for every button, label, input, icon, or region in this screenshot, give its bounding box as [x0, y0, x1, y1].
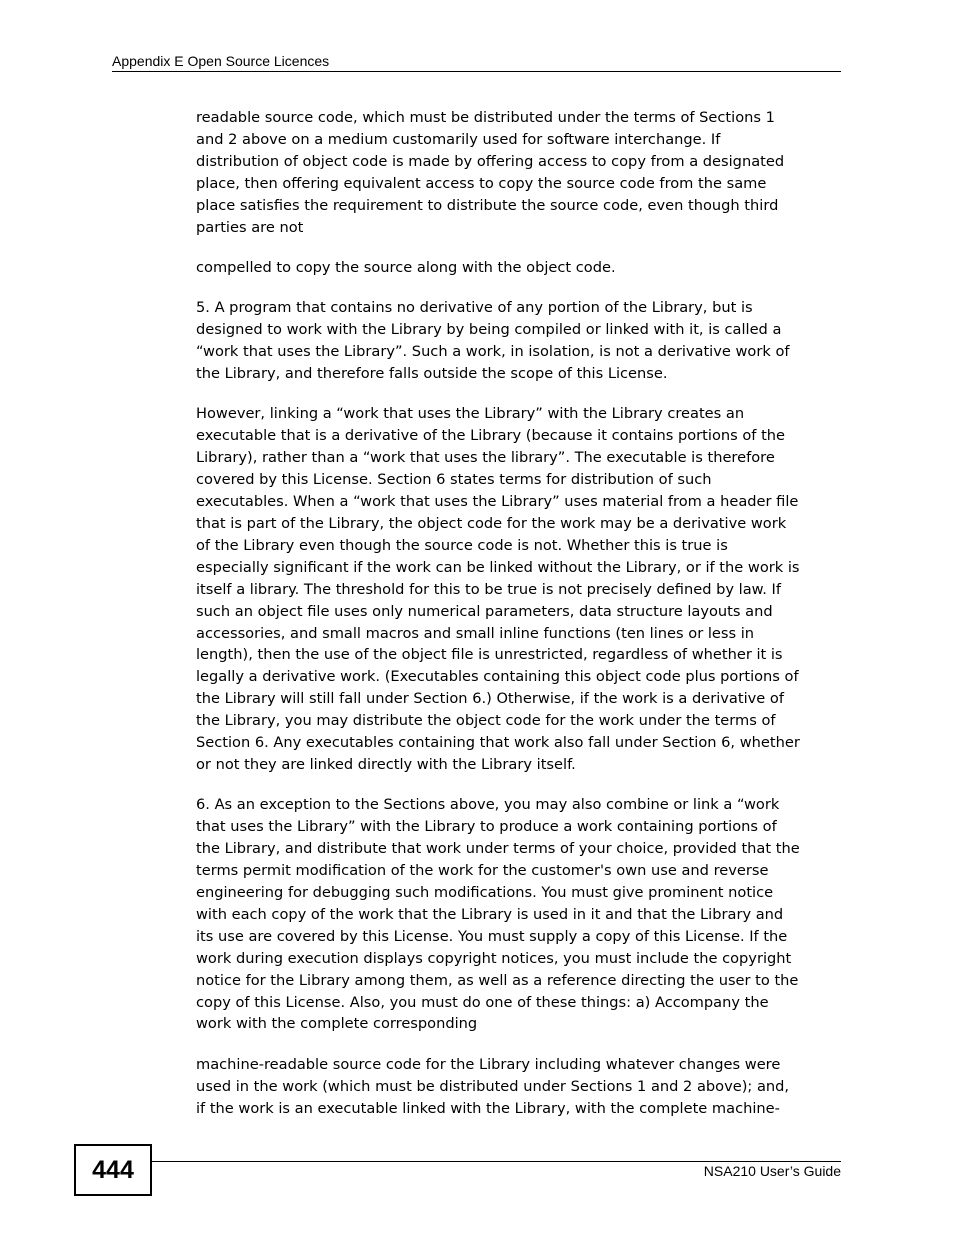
text-line: such an object file uses only numerical parameters, data structure layouts and	[196, 602, 773, 620]
text-line: readable source code, which must be distributed under the terms of Sections 1	[196, 109, 775, 126]
text-line: notice for the Library among them, as well as a reference directing the user to the	[196, 971, 799, 989]
text-line: used in the work (which must be distributed under Sections 1 and 2 above); and,	[196, 1077, 790, 1095]
text-line: and 2 above on a medium customarily used for software interchange. If	[196, 130, 721, 148]
text-line: itself a library. The threshold for this to be true is not precisely defined by law. If	[196, 580, 781, 598]
text-line: compelled to copy the source along with the object code.	[196, 258, 616, 276]
text-line: Library), rather than a “work that uses the library”. The executable is therefore	[196, 449, 775, 467]
text-line: 6. As an exception to the Sections above, you may also combine or link a “work	[196, 796, 780, 814]
paragraph	[196, 107, 841, 238]
text-line: length), then the use of the object file is unrestricted, regardless of whether it is	[196, 646, 783, 664]
page-body	[196, 107, 841, 1138]
text-line: “work that uses the Library”. Such a work, in isolation, is not a derivative work of	[196, 343, 790, 361]
text-line: terms permit modification of the work for the customer's own use and reverse	[196, 862, 769, 880]
text-line: executable that is a derivative of the Library (because it contains portions of the	[196, 427, 786, 445]
text-line: parties are not	[196, 218, 304, 236]
text-line: if the work is an executable linked with the Library, with the complete machine-	[196, 1099, 780, 1117]
text-line: that is part of the Library, the object code for the work may be a derivative work	[196, 515, 787, 532]
text-line: accessories, and small macros and small inline functions (ten lines or less in	[196, 624, 755, 642]
paragraph	[196, 794, 841, 1035]
text-line: work during execution displays copyright notices, you must include the copyright	[196, 949, 792, 967]
text-line: with each copy of the work that the Library is used in it and that the Library and	[196, 905, 784, 923]
text-line: of the Library even though the source code is not. Whether this is true is	[196, 536, 728, 554]
text-line: 5. A program that contains no derivative of any portion of the Library, but is	[196, 299, 753, 317]
text-line: distribution of object code is made by offering access to copy from a designated	[196, 152, 785, 170]
guide-title: NSA210 User’s Guide	[703, 1163, 841, 1179]
text-line: that uses the Library” with the Library to produce a work containing portions of	[196, 818, 777, 836]
paragraph	[196, 1054, 841, 1120]
text-line: engineering for debugging such modifications. You must give prominent notice	[196, 884, 774, 901]
header-divider	[112, 71, 841, 72]
paragraph	[196, 257, 841, 279]
text-line: executables. When a “work that uses the Library” uses material from a header file	[196, 493, 799, 511]
header-title: Appendix E Open Source Licences	[112, 53, 330, 69]
paragraph	[196, 403, 841, 775]
text-line: designed to work with the Library by being compiled or linked with it, is called a	[196, 321, 782, 339]
text-line: the Library will still fall under Section 6.) Otherwise, if the work is a derivative of	[196, 690, 784, 708]
text-line: covered by this License. Section 6 states terms for distribution of such	[196, 471, 712, 489]
text-line: legally a derivative work. (Executables containing this object code plus portions of	[196, 668, 799, 686]
text-line: the Library, and therefore falls outside the scope of this License.	[196, 365, 668, 383]
paragraph	[196, 297, 841, 385]
text-line: copy of this License. Also, you must do one of these things: a) Accompany the	[196, 993, 769, 1011]
text-line: its use are covered by this License. You must supply a copy of this License. If the	[196, 927, 788, 945]
page-number: 444	[74, 1144, 152, 1196]
text-line: Section 6. Any executables containing that work also fall under Section 6, whether	[196, 734, 800, 752]
text-line: the Library, you may distribute the object code for the work under the terms of	[196, 712, 776, 730]
text-line: machine-readable source code for the Library including whatever changes were	[196, 1055, 781, 1073]
text-line: place satisfies the requirement to distribute the source code, even though third	[196, 196, 779, 214]
text-line: work with the complete corresponding	[196, 1015, 478, 1033]
text-line: especially significant if the work can be linked without the Library, or if the work is	[196, 558, 800, 576]
text-line: or not they are linked directly with the Library itself.	[196, 755, 576, 773]
text-line: the Library, and distribute that work under terms of your choice, provided that the	[196, 840, 800, 858]
text-line: place, then offering equivalent access to copy the source code from the same	[196, 174, 767, 192]
text-line: However, linking a “work that uses the Library” with the Library creates an	[196, 405, 745, 423]
